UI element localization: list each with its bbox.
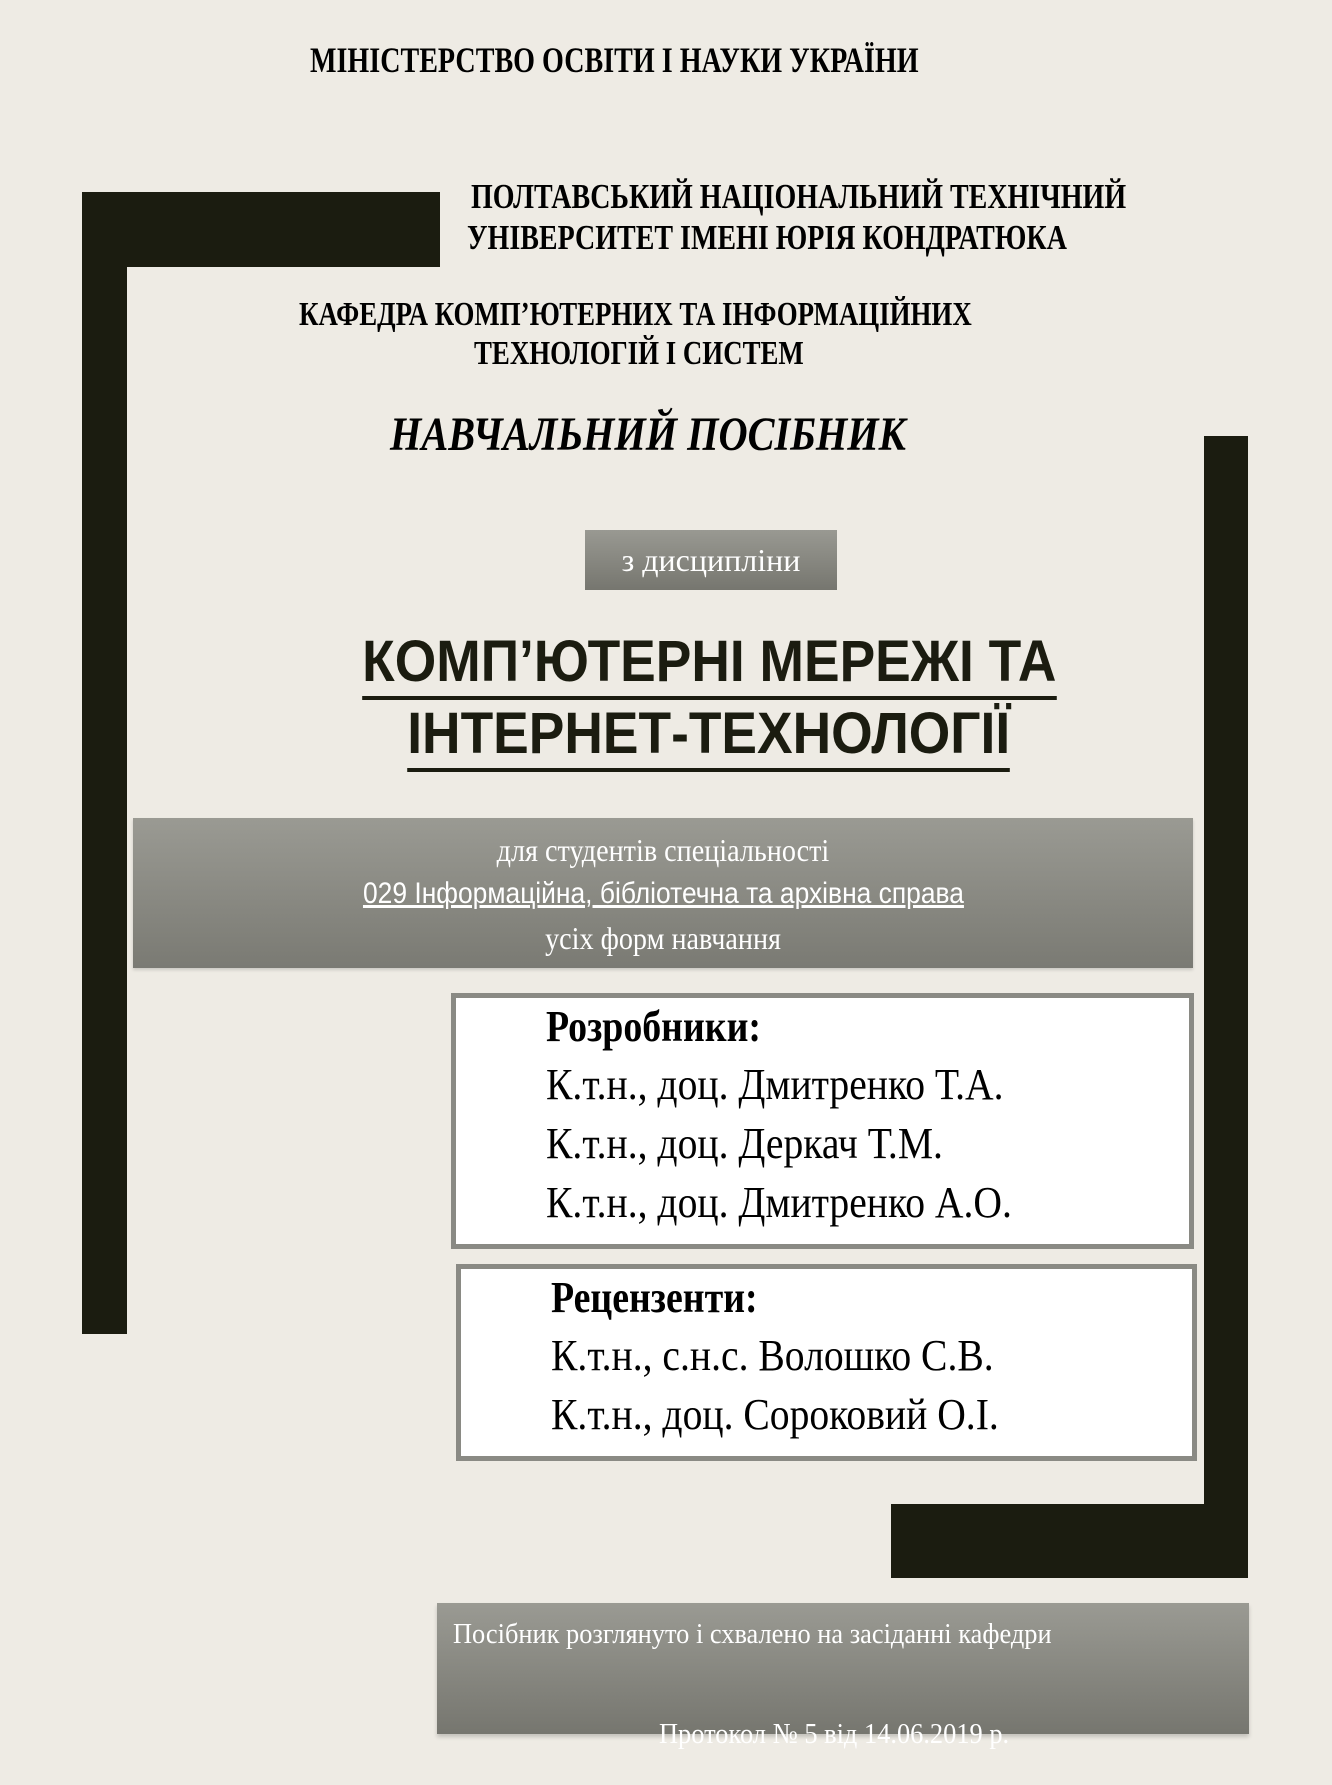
department-name-line2: ТЕХНОЛОГІЙ І СИСТЕМ: [474, 335, 804, 372]
document-type-title: НАВЧАЛЬНИЙ ПОСІБНИК: [390, 408, 906, 461]
ministry-name: МІНІСТЕРСТВО ОСВІТИ І НАУКИ УКРАЇНИ: [310, 40, 919, 80]
approval-statement: Посібник розглянуто і схвалено на засіданні кафедри: [453, 1618, 1052, 1650]
developer-item: К.т.н., доц. Дмитренко А.О.: [546, 1178, 1012, 1227]
approval-box: [437, 1603, 1249, 1750]
specialty-name: 029 Інформаційна, бібліотечна та архівна справа: [362, 877, 964, 910]
reviewer-item: К.т.н., с.н.с. Волошко С.В.: [551, 1331, 994, 1380]
approval-protocol: Протокол № 5 від 14.06.2019 р.: [659, 1718, 1010, 1750]
department-name-line1: КАФЕДРА КОМП’ЮТЕРНИХ ТА ІНФОРМАЦІЙНИХ: [299, 296, 972, 333]
frame-right-vertical: [1204, 436, 1248, 1578]
course-title-line1: КОМП’ЮТЕРНІ МЕРЕЖІ ТА: [284, 630, 1134, 700]
reviewers-card: [456, 1264, 1197, 1461]
developers-card: [451, 993, 1194, 1249]
developer-item: К.т.н., доц. Деркач Т.М.: [546, 1119, 943, 1168]
specialty-forms: усіх форм навчання: [545, 920, 781, 956]
university-name-line1: ПОЛТАВСЬКИЙ НАЦІОНАЛЬНИЙ ТЕХНІЧНИЙ: [471, 177, 1127, 216]
frame-top-left-horizontal: [82, 192, 440, 267]
frame-left-vertical: [82, 192, 127, 1334]
specialty-box: [133, 818, 1193, 968]
developer-item: К.т.н., доц. Дмитренко Т.А.: [546, 1060, 1004, 1109]
reviewers-heading: Рецензенти:: [551, 1273, 758, 1322]
developers-heading: Розробники:: [546, 1002, 761, 1051]
course-title-line2: ІНТЕРНЕТ-ТЕХНОЛОГІЇ: [284, 702, 1134, 772]
discipline-label-box: [585, 530, 837, 590]
specialty-intro: для студентів спеціальності: [496, 832, 830, 868]
university-name-line2: УНІВЕРСИТЕТ ІМЕНІ ЮРІЯ КОНДРАТЮКА: [467, 218, 1067, 257]
reviewer-item: К.т.н., доц. Сороковий О.І.: [551, 1390, 999, 1439]
discipline-label: з дисципліни: [621, 541, 801, 578]
frame-bottom-right-horizontal: [891, 1504, 1248, 1578]
